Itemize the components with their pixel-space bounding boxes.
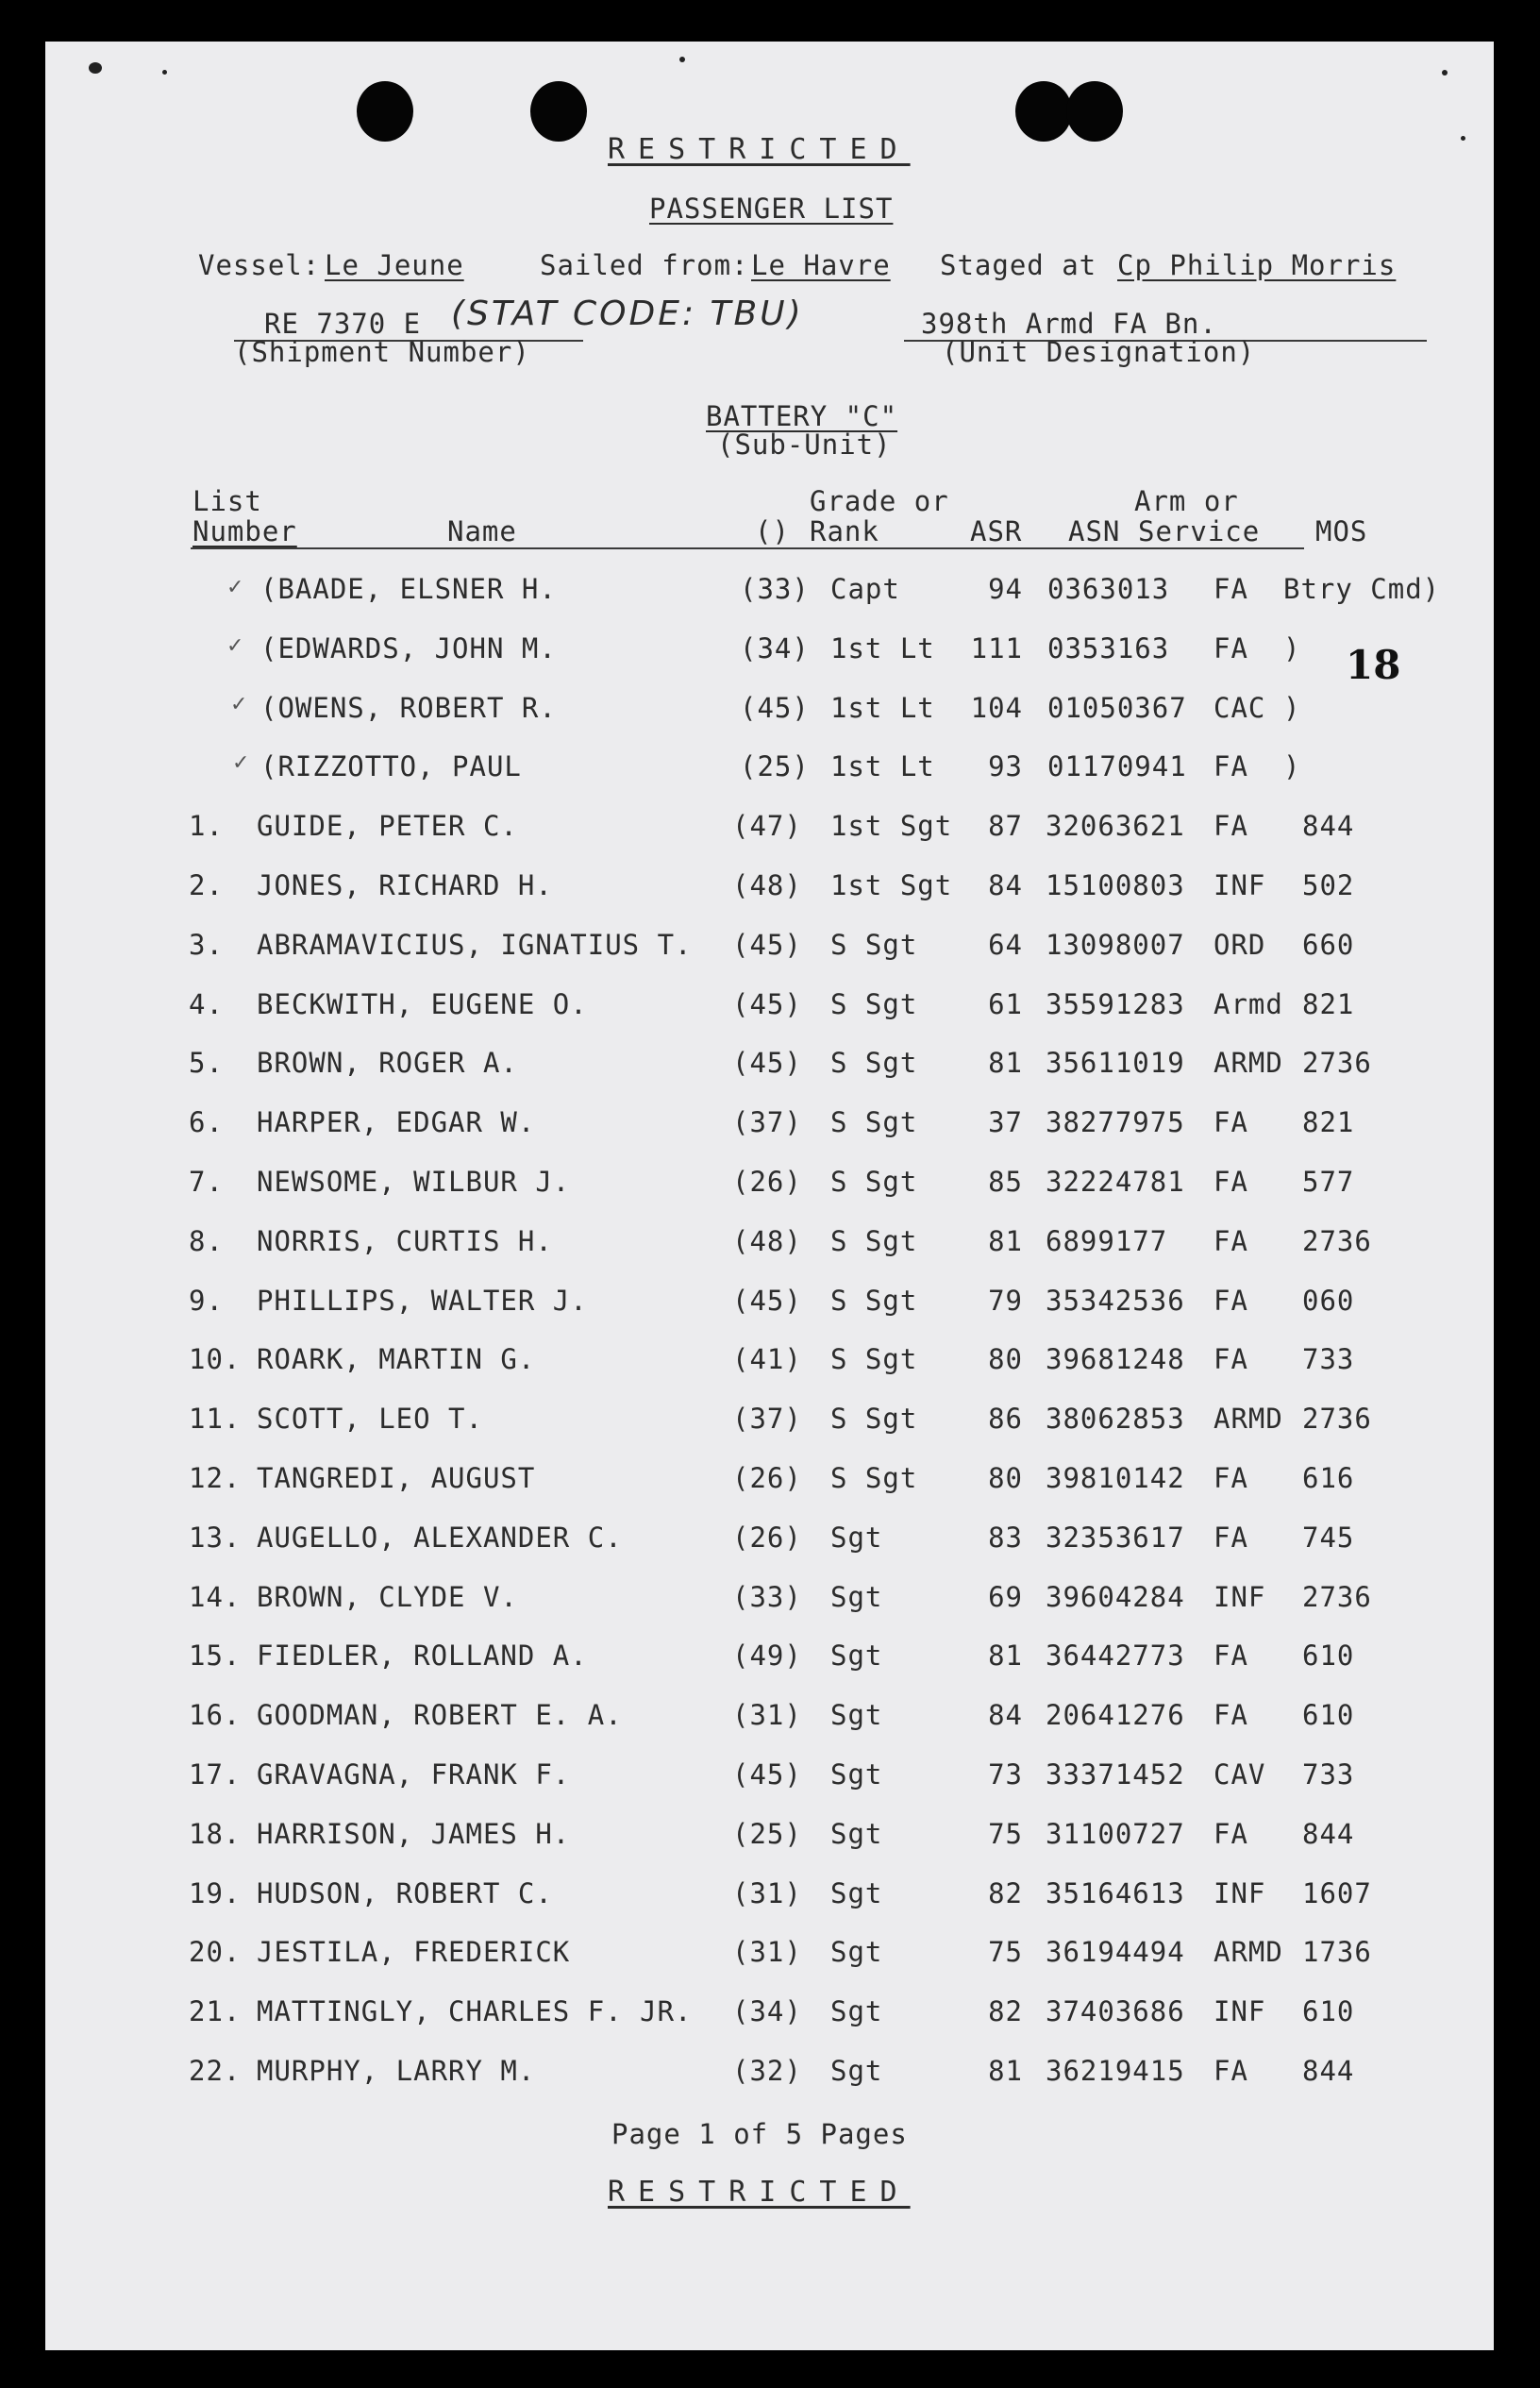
cell-rank: Sgt [830,1995,883,2027]
paper-sheet [45,42,1494,2350]
check-mark: ✓ [230,693,248,716]
subunit-caption: (Sub-Unit) [717,429,892,461]
cell-num: 7. [189,1166,224,1198]
cell-name: NEWSOME, WILBUR J. [257,1166,571,1198]
cell-name: MURPHY, LARRY M. [257,2055,536,2087]
cell-age: (33) [740,573,810,605]
cell-arm: FA [1214,2055,1248,2087]
cell-name: ABRAMAVICIUS, IGNATIUS T. [257,929,693,961]
enlisted-row [45,1993,1494,2030]
page-info: Page 1 of 5 Pages [611,2118,908,2150]
cell-rank: Sgt [830,1818,883,1850]
cell-num: 13. [189,1522,242,1554]
cell-asr: 82 [988,1877,1023,1909]
enlisted-row [45,1578,1494,1616]
cell-asn: 0363013 [1047,573,1170,605]
cell-asn: 38277975 [1046,1106,1185,1138]
cell-rank: 1st Lt [830,632,935,664]
enlisted-row [45,866,1494,904]
enlisted-row [45,1103,1494,1141]
cell-mos: ) [1283,692,1301,724]
cell-num: 12. [189,1462,242,1494]
cell-num: 9. [189,1285,224,1317]
cell-mos: 844 [1302,2055,1355,2087]
enlisted-row [45,1875,1494,1912]
cell-mos: 610 [1302,1995,1355,2027]
enlisted-row [45,807,1494,845]
check-mark: ✓ [226,634,244,658]
cell-asn: 37403686 [1046,1995,1185,2027]
cell-age: (25) [740,750,810,782]
enlisted-row [45,2052,1494,2090]
cell-mos: Btry Cmd) [1283,573,1441,605]
col-name: Name [447,515,517,547]
cell-asn: 01170941 [1047,750,1187,782]
cell-mos: 610 [1302,1699,1355,1731]
stamp-number: 18 [1346,642,1401,688]
cell-age: (26) [732,1522,802,1554]
cell-arm: INF [1214,1581,1266,1613]
cell-asn: 32353617 [1046,1522,1185,1554]
cell-age: (33) [732,1581,802,1613]
cell-mos: 660 [1302,929,1355,961]
cell-name: HARRISON, JAMES H. [257,1818,571,1850]
cell-name: JONES, RICHARD H. [257,869,553,901]
cell-age: (37) [732,1403,802,1435]
enlisted-row [45,1519,1494,1556]
cell-age: (41) [732,1343,802,1375]
sailed-label: Sailed from: [540,249,749,281]
cell-name: HUDSON, ROBERT C. [257,1877,553,1909]
cell-name: PHILLIPS, WALTER J. [257,1285,588,1317]
cell-arm: FA [1214,1106,1248,1138]
shipment-caption: (Shipment Number) [234,336,530,368]
cell-mos: 745 [1302,1522,1355,1554]
enlisted-row [45,1696,1494,1734]
col-list-1: List [192,485,262,517]
cell-asr: 80 [988,1343,1023,1375]
cell-asn: 01050367 [1047,692,1187,724]
col-age-mark: () [755,515,790,547]
cell-age: (32) [732,2055,802,2087]
cell-age: (31) [732,1936,802,1968]
cell-age: (45) [732,929,802,961]
cell-asr: 69 [988,1581,1023,1613]
cell-age: (31) [732,1699,802,1731]
cell-asn: 31100727 [1046,1818,1185,1850]
cell-asr: 64 [988,929,1023,961]
enlisted-row [45,1222,1494,1260]
cell-asn: 35611019 [1046,1047,1185,1079]
cell-arm: INF [1214,1995,1266,2027]
cell-asr: 111 [970,632,1023,664]
cell-arm: FA [1214,810,1248,842]
speck [89,62,102,74]
document-title: PASSENGER LIST [649,193,894,225]
enlisted-row [45,1637,1494,1674]
shipment-number: RE 7370 E [264,308,422,340]
cell-mos: 1736 [1302,1936,1372,1968]
cell-num: 15. [189,1640,242,1672]
cell-name: GUIDE, PETER C. [257,810,518,842]
col-asn: ASN [1068,515,1121,547]
cell-num: 16. [189,1699,242,1731]
cell-asr: 93 [988,750,1023,782]
shipment-handwritten-note: (STAT CODE: TBU) [451,294,804,333]
col-list-2: Number [192,515,297,547]
check-mark: ✓ [226,576,244,599]
cell-name: FIEDLER, ROLLAND A. [257,1640,588,1672]
cell-name: MATTINGLY, CHARLES F. JR. [257,1995,693,2027]
cell-name: ROARK, MARTIN G. [257,1343,536,1375]
cell-age: (34) [732,1995,802,2027]
cell-arm: FA [1214,1166,1248,1198]
cell-num: 5. [189,1047,224,1079]
cell-asr: 84 [988,869,1023,901]
cell-asr: 75 [988,1818,1023,1850]
cell-name: BROWN, CLYDE V. [257,1581,518,1613]
cell-rank: Sgt [830,1758,883,1791]
cell-asr: 84 [988,1699,1023,1731]
cell-num: 22. [189,2055,242,2087]
cell-age: (49) [732,1640,802,1672]
cell-arm: FA [1214,573,1248,605]
cell-rank: S Sgt [830,1285,918,1317]
cell-arm: Armd [1214,988,1283,1020]
enlisted-row [45,1756,1494,1793]
cell-name: BROWN, ROGER A. [257,1047,518,1079]
cell-name: (RIZZOTTO, PAUL [260,750,522,782]
speck [1442,70,1448,76]
enlisted-row [45,1044,1494,1082]
cell-age: (48) [732,1225,802,1257]
cell-age: (45) [732,988,802,1020]
cell-asr: 80 [988,1462,1023,1494]
cell-rank: S Sgt [830,1343,918,1375]
cell-arm: FA [1214,1285,1248,1317]
cell-age: (26) [732,1462,802,1494]
cell-rank: 1st Sgt [830,810,953,842]
cell-arm: FA [1214,1699,1248,1731]
cell-asr: 87 [988,810,1023,842]
cell-rank: Sgt [830,1581,883,1613]
cell-arm: FA [1214,1818,1248,1850]
cell-rank: S Sgt [830,1106,918,1138]
cell-arm: FA [1214,1225,1248,1257]
unit-caption: (Unit Designation) [942,336,1256,368]
cell-rank: S Sgt [830,929,918,961]
cell-name: HARPER, EDGAR W. [257,1106,536,1138]
cell-asr: 81 [988,1640,1023,1672]
cell-asn: 39810142 [1046,1462,1185,1494]
cell-asn: 39604284 [1046,1581,1185,1613]
cell-age: (47) [732,810,802,842]
enlisted-row [45,985,1494,1023]
cell-rank: S Sgt [830,1403,918,1435]
cell-name: GRAVAGNA, FRANK F. [257,1758,571,1791]
cell-asn: 39681248 [1046,1343,1185,1375]
speck [1461,136,1465,141]
staged-at: Cp Philip Morris [1117,249,1397,281]
cell-asn: 36194494 [1046,1936,1185,1968]
officer-row [45,748,1494,785]
cell-rank: Sgt [830,1936,883,1968]
cell-arm: FA [1214,1462,1248,1494]
cell-num: 11. [189,1403,242,1435]
cell-age: (45) [732,1047,802,1079]
officer-row [45,689,1494,727]
cell-arm: CAC [1214,692,1266,724]
cell-mos: 616 [1302,1462,1355,1494]
cell-asr: 79 [988,1285,1023,1317]
cell-num: 8. [189,1225,224,1257]
cell-asr: 81 [988,2055,1023,2087]
punch-hole-left [357,81,413,142]
cell-asn: 38062853 [1046,1403,1185,1435]
cell-rank: Sgt [830,1640,883,1672]
cell-asr: 37 [988,1106,1023,1138]
cell-asr: 94 [988,573,1023,605]
enlisted-row [45,1815,1494,1853]
cell-mos: 733 [1302,1343,1355,1375]
cell-mos: 2736 [1302,1225,1372,1257]
cell-mos: 844 [1302,810,1355,842]
cell-name: GOODMAN, ROBERT E. A. [257,1699,623,1731]
cell-rank: Sgt [830,2055,883,2087]
cell-age: (45) [732,1285,802,1317]
enlisted-row [45,1400,1494,1438]
cell-asn: 32224781 [1046,1166,1185,1198]
cell-asn: 33371452 [1046,1758,1185,1791]
classification-top: RESTRICTED [608,133,911,166]
cell-rank: 1st Lt [830,750,935,782]
cell-arm: FA [1214,1522,1248,1554]
cell-mos: 2736 [1302,1581,1372,1613]
cell-num: 19. [189,1877,242,1909]
cell-rank: 1st Sgt [830,869,953,901]
cell-age: (25) [732,1818,802,1850]
cell-rank: S Sgt [830,1462,918,1494]
cell-asn: 6899177 [1046,1225,1168,1257]
cell-name: (OWENS, ROBERT R. [260,692,557,724]
cell-num: 4. [189,988,224,1020]
cell-mos: 821 [1302,988,1355,1020]
cell-asn: 35164613 [1046,1877,1185,1909]
check-mark: ✓ [232,751,250,775]
cell-asr: 61 [988,988,1023,1020]
cell-num: 17. [189,1758,242,1791]
cell-mos: 502 [1302,869,1355,901]
cell-num: 10. [189,1343,242,1375]
officer-row [45,630,1494,667]
subunit: BATTERY "C" [706,400,898,432]
cell-name: AUGELLO, ALEXANDER C. [257,1522,623,1554]
cell-num: 20. [189,1936,242,1968]
speck [162,70,167,75]
cell-name: TANGREDI, AUGUST [257,1462,536,1494]
cell-mos: ) [1283,632,1301,664]
col-grade-1: Grade or [810,485,949,517]
cell-num: 18. [189,1818,242,1850]
cell-name: SCOTT, LEO T. [257,1403,483,1435]
cell-asr: 81 [988,1225,1023,1257]
cell-arm: CAV [1214,1758,1266,1791]
cell-mos: 844 [1302,1818,1355,1850]
cell-rank: Sgt [830,1522,883,1554]
punch-hole-right-a [1015,81,1072,142]
cell-asr: 75 [988,1936,1023,1968]
cell-num: 6. [189,1106,224,1138]
cell-num: 2. [189,869,224,901]
punch-hole-right-b [1066,81,1123,142]
cell-arm: INF [1214,869,1266,901]
cell-rank: Capt [830,573,900,605]
cell-arm: FA [1214,1640,1248,1672]
cell-asr: 86 [988,1403,1023,1435]
cell-asn: 32063621 [1046,810,1185,842]
cell-mos: 610 [1302,1640,1355,1672]
cell-asn: 20641276 [1046,1699,1185,1731]
cell-asn: 36442773 [1046,1640,1185,1672]
cell-arm: ORD [1214,929,1266,961]
cell-rank: Sgt [830,1699,883,1731]
cell-arm: FA [1214,632,1248,664]
classification-bottom: RESTRICTED [608,2176,911,2209]
cell-num: 14. [189,1581,242,1613]
enlisted-row [45,926,1494,964]
cell-age: (34) [740,632,810,664]
cell-mos: ) [1283,750,1301,782]
cell-mos: 733 [1302,1758,1355,1791]
cell-arm: ARMD [1214,1047,1283,1079]
speck [679,57,685,62]
enlisted-row [45,1933,1494,1971]
cell-arm: FA [1214,1343,1248,1375]
enlisted-row [45,1340,1494,1378]
cell-age: (45) [740,692,810,724]
cell-age: (26) [732,1166,802,1198]
cell-arm: FA [1214,750,1248,782]
cell-arm: ARMD [1214,1936,1283,1968]
cell-rank: 1st Lt [830,692,935,724]
cell-arm: INF [1214,1877,1266,1909]
cell-num: 1. [189,810,224,842]
cell-mos: 2736 [1302,1047,1372,1079]
col-grade-2: Rank [810,515,879,547]
cell-asn: 0353163 [1047,632,1170,664]
cell-rank: S Sgt [830,988,918,1020]
cell-rank: S Sgt [830,1166,918,1198]
cell-rank: S Sgt [830,1047,918,1079]
cell-asr: 85 [988,1166,1023,1198]
cell-age: (31) [732,1877,802,1909]
enlisted-row [45,1282,1494,1320]
col-arm-2: Service [1138,515,1261,547]
cell-rank: S Sgt [830,1225,918,1257]
cell-age: (37) [732,1106,802,1138]
col-asr: ASR [970,515,1023,547]
vessel-name: Le Jeune [325,249,464,281]
cell-arm: ARMD [1214,1403,1283,1435]
cell-mos: 1607 [1302,1877,1372,1909]
enlisted-row [45,1459,1494,1497]
cell-asr: 81 [988,1047,1023,1079]
cell-asr: 73 [988,1758,1023,1791]
cell-num: 21. [189,1995,242,2027]
cell-asn: 15100803 [1046,869,1185,901]
cell-age: (48) [732,869,802,901]
cell-age: (45) [732,1758,802,1791]
enlisted-row [45,1163,1494,1201]
cell-mos: 060 [1302,1285,1355,1317]
col-mos: MOS [1315,515,1368,547]
col-arm-1: Arm or [1134,485,1239,517]
cell-asn: 13098007 [1046,929,1185,961]
cell-mos: 2736 [1302,1403,1372,1435]
cell-name: BECKWITH, EUGENE O. [257,988,588,1020]
cell-rank: Sgt [830,1877,883,1909]
officer-row [45,570,1494,608]
cell-name: JESTILA, FREDERICK [257,1936,571,1968]
cell-mos: 821 [1302,1106,1355,1138]
cell-asr: 82 [988,1995,1023,2027]
punch-hole-center [530,81,587,142]
cell-num: 3. [189,929,224,961]
cell-mos: 577 [1302,1166,1355,1198]
cell-name: (EDWARDS, JOHN M. [260,632,557,664]
cell-asr: 83 [988,1522,1023,1554]
cell-name: NORRIS, CURTIS H. [257,1225,553,1257]
cell-name: (BAADE, ELSNER H. [260,573,557,605]
staged-label: Staged at [940,249,1097,281]
cell-asn: 35342536 [1046,1285,1185,1317]
cell-asn: 35591283 [1046,988,1185,1020]
cell-asn: 36219415 [1046,2055,1185,2087]
sailed-from: Le Havre [751,249,891,281]
cell-asr: 104 [970,692,1023,724]
header-rule [191,547,1304,549]
vessel-label: Vessel: [198,249,321,281]
unit-designation: 398th Armd FA Bn. [921,308,1217,340]
